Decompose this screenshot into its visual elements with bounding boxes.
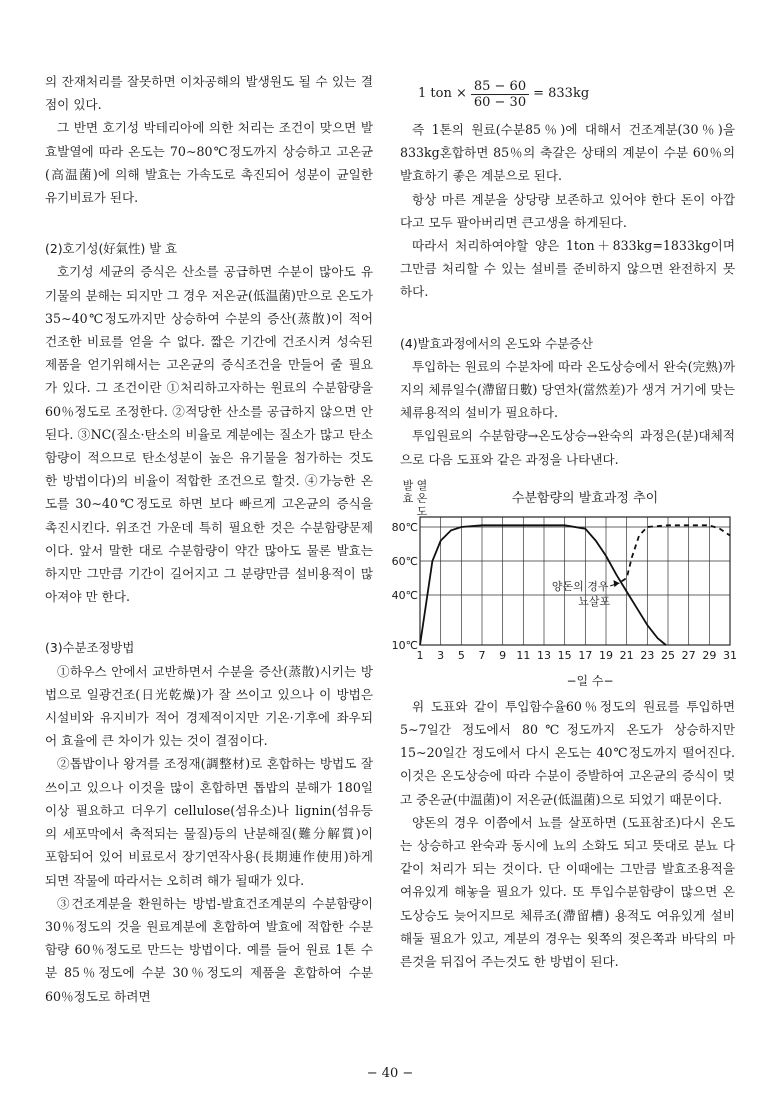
x-tick-label: 13 bbox=[537, 648, 551, 662]
y-label-char: 효 bbox=[402, 491, 414, 505]
formula-result: = 833kg bbox=[533, 86, 590, 102]
x-tick-label: 5 bbox=[457, 648, 465, 662]
x-tick-label: 21 bbox=[619, 648, 634, 662]
paragraph: 투입원료의 수분함량→온도상승→완숙의 과정은(분)대체적으로 다음 도표와 같은 과정을 나타낸다. bbox=[400, 428, 735, 467]
x-tick-label: 23 bbox=[640, 648, 655, 662]
formula-numerator: 85 − 60 bbox=[471, 79, 529, 95]
paragraph: 양돈의 경우 이쯤에서 뇨를 살포하면 (도표참조)다시 온도는 상승하고 완숙과 동시에 뇨의 소화도 되고 뜻대로 분뇨 다같이 처리가 되는 것이다. 단 이때에는 그만큼 발효조용적을 여유있게 해놓을 필요가 있다. 또 투입수분함량이 많으면 온도상승도 늦어지므로 체류조(滯留槽) 용적도 여유있게 설비해둘 필요가 있고, 계분의 경우는 윗쪽의 젖은쪽과 바닥의 마른것을 뒤집어 주는것도 한 방법이 된다. bbox=[400, 814, 735, 970]
y-axis-label bbox=[403, 478, 428, 518]
paragraph: 호기성 세균의 증식은 산소를 공급하면 수분이 많아도 유기물의 분해는 되지만 그 경우 저온균(低温菌)만으로 온도가 35∼40℃정도까지만 상승하여 수분의 증산(蒸散)이 적어 건조한 비료를 얻을 수 없다. 짧은 기간에 건조시켜 성숙된 제품을 얻기위해서는 고온균의 증식조건을 만들어 줄 필요가 있다. 그 조건이란 ①처리하고자하는 원료의 수분함량을 60％정도로 조정한다. ②적당한 산소를 공급하지 않으면 안된다. ③NC(질소·탄소의 비율로 계분에는 질소가 많고 탄소 함량이 적으므로 탄소성분이 높은 유기물을 첨가하는 것도 한 방법이다)의 비율이 적합한 조건으로 할것. ④가능한 온도를 30∼40℃정도로 하면 보다 빠르게 고온균의 증식을 촉진시킨다. 위조건 가운데 특히 필요한 것은 수분함량문제이다. 앞서 말한 대로 수분함량이 약간 많아도 물론 발효는 하지만 그만큼 기간이 길어지고 그 분량만큼 설비용적이 많아져야 만 한다. bbox=[45, 264, 373, 605]
paragraph: 따라서 처리하여야할 양은 1ton＋833kg=1833kg이며 그만큼 처리할 수 있는 설비를 준비하지 않으면 완전하지 못하다. bbox=[400, 238, 735, 300]
x-tick-label: 19 bbox=[599, 648, 613, 662]
chart-title: 수분함량의 발효과정 추이 bbox=[511, 490, 659, 506]
fermentation-chart bbox=[391, 477, 737, 689]
x-tick-label: 9 bbox=[499, 648, 507, 662]
right-column bbox=[391, 70, 737, 973]
series-line bbox=[420, 525, 666, 645]
section-heading: (3)수분조정방법 bbox=[45, 640, 135, 656]
section-heading: (4)발효과정에서의 온도와 수분증산 bbox=[400, 335, 593, 351]
y-label-char: 도 bbox=[416, 504, 428, 518]
paragraph: ②톱밥이나 왕겨를 조정재(調整材)로 혼합하는 방법도 잘 쓰이고 있으나 이것을 많이 혼합하면 톱밥의 분해가 180일이상 필요하고 더우기 cellulose(섬유소)나 lignin(섬유등의 세포막에서 축적되는 물질)등의 난분해질(難分解質)이 포함되어 있어 비료로서 장기연작사용(長期連作使用)하게되면 작물에 따라서는 오히려 해가 될때가 있다. bbox=[45, 756, 373, 888]
formula-denominator: 60 − 30 bbox=[473, 94, 527, 110]
paragraph: 즉 1톤의 원료(수분85％)에 대해서 건조계분(30％)을 833kg혼합하면 85％의 축갈은 상태의 계분이 수분 60％의 발효하기 좋은 계분으로 된다. bbox=[400, 122, 735, 184]
y-tick-label: 60℃ bbox=[391, 554, 418, 568]
x-tick-label: 25 bbox=[661, 648, 675, 662]
x-tick-label: 15 bbox=[557, 648, 572, 662]
paragraph: 항상 마른 계분을 상당량 보존하고 있어야 한다 돈이 아깝다고 모두 팔아버리면 큰고생을 하게된다. bbox=[400, 191, 735, 230]
formula-fraction bbox=[471, 79, 529, 110]
x-tick-label: 11 bbox=[516, 648, 531, 662]
paragraph: 투입하는 원료의 수분차에 따라 온도상승에서 완숙(完熟)까지의 체류일수(滯留日數) 당연차(當然差)가 생겨 거기에 맞는 체류용적의 설비가 필요하다. bbox=[400, 358, 735, 421]
left-column bbox=[45, 70, 373, 1008]
y-label-char: 온 bbox=[416, 491, 428, 505]
y-tick-label: 10℃ bbox=[391, 638, 418, 652]
annotation-arrowhead bbox=[613, 580, 619, 587]
paragraph: 그 반면 호기성 박테리아에 의한 처리는 조건이 맞으면 발효발열에 따라 온도는 70∼80℃정도까지 상승하고 고온균(高温菌)에 의해 발효는 가속도로 촉진되어 성분이 균일한 유기비료가 된다. bbox=[45, 120, 373, 206]
paragraph: 위 도표와 같이 투입함수율60％정도의 원료를 투입하면 5∼7일간 정도에서 80℃정도까지 온도가 상승하지만 15∼20일간 정도에서 다시 온도는 40℃정도까지 떨어진다. 이것은 온도상승에 따라 수분이 증발하여 고온균의 증식이 멎고 중온균(中温菌)이 저온균(低温菌)으로 되었기 때문이다. bbox=[400, 698, 735, 807]
x-tick-label: 7 bbox=[478, 648, 486, 662]
paragraph: ③건조계분을 환원하는 방법-발효건조계분의 수분함량이 30％정도의 것을 원료계분에 혼합하여 발효에 적합한 수분함량 60％정도로 만드는 방법이다. 예를 들어 원료 1톤 수분 85％정도에 수분 30％정도의 제품을 혼합하여 수분 60％정도로 하려면 bbox=[45, 895, 373, 1004]
y-tick-label: 40℃ bbox=[391, 588, 418, 602]
formula-prefix: 1 ton × bbox=[418, 86, 467, 102]
paragraph: ①하우스 안에서 교반하면서 수분을 증산(蒸散)시키는 방법으로 일광건조(日光乾燥)가 잘 쓰이고 있으나 이 방법은 시설비와 유지비가 적어 경제적이지만 기온·기후에 좌우되어 효율에 큰 차이가 있는 것이 결점이다. bbox=[45, 663, 373, 749]
annotation-text: 뇨살포 bbox=[578, 594, 611, 608]
x-tick-label: 27 bbox=[681, 648, 696, 662]
x-tick-label: 1 bbox=[416, 648, 424, 662]
page-number: − 40 − bbox=[366, 1066, 414, 1081]
y-label-char: 발 bbox=[402, 478, 414, 492]
paragraph: 의 잔재처리를 잘못하면 이차공해의 발생원도 될 수 있는 결점이 있다. bbox=[45, 74, 373, 113]
x-tick-label: 17 bbox=[578, 648, 593, 662]
x-tick-label: 29 bbox=[702, 648, 717, 662]
y-tick-label: 80℃ bbox=[391, 520, 418, 534]
formula bbox=[400, 70, 735, 118]
x-tick-label: 3 bbox=[437, 648, 445, 662]
x-axis-label: −일 수− bbox=[566, 673, 614, 688]
x-tick-label: 31 bbox=[723, 648, 737, 662]
annotation-text: 양돈의 경우 bbox=[551, 579, 609, 593]
section-heading: (2)호기성(好氣性) 발 효 bbox=[45, 241, 178, 257]
y-label-char: 열 bbox=[416, 478, 428, 492]
series-line bbox=[622, 525, 731, 581]
